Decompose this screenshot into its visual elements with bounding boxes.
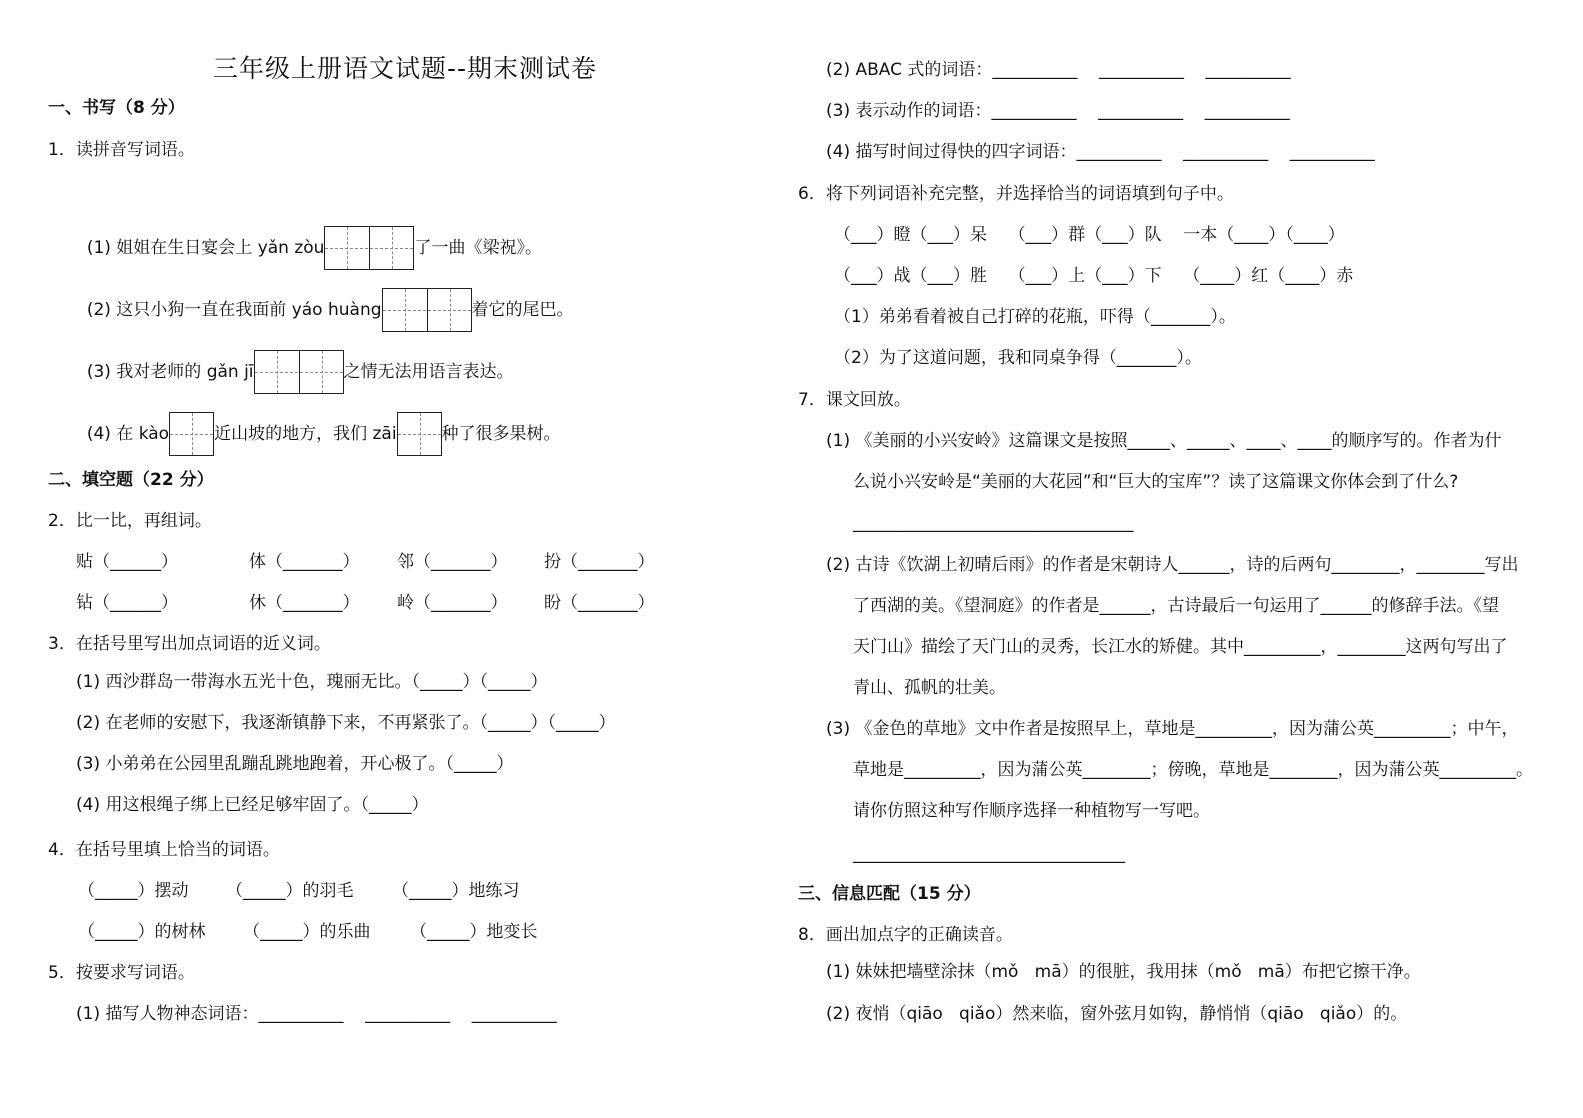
question-5-2[interactable]: (2) ABAC 式的词语：__________ __________ __________ [826, 60, 1291, 80]
q2-cell[interactable]: 休（_______） [249, 593, 360, 613]
question-2: 2．比一比，再组词。 [48, 511, 212, 531]
question-5-3[interactable]: (3) 表示动作的词语：__________ __________ __________ [826, 101, 1290, 121]
question-7-3-line-2[interactable]: 草地是_________，因为蒲公英________；傍晚，草地是________，因为蒲公英_________。 [853, 760, 1533, 780]
question-1-1 [76, 176, 542, 258]
question-1-4-text-a: (4) 在 kào [86, 424, 170, 444]
q4-cell[interactable]: （_____）地练习 [392, 881, 520, 901]
question-1: 1．读拼音写词语。 [48, 140, 195, 160]
q4-cell[interactable]: （_____）的乐曲 [243, 922, 371, 942]
question-1-2-text-b: 着它的尾巴。 [471, 300, 574, 320]
q4-cell[interactable]: （_____）的树林 [78, 922, 206, 942]
question-1-1-text-a: (1) 姐姐在生日宴会上 yǎn zòu [86, 238, 325, 258]
question-1-3 [76, 300, 514, 382]
question-4: 4．在括号里填上恰当的词语。 [48, 840, 280, 860]
question-7-3-line-3: 请你仿照这种写作顺序选择一种植物写一写吧。 [853, 801, 1210, 821]
question-3-2[interactable]: (2) 在老师的安慰下，我逐渐镇静下来，不再紧张了。（_____）（_____） [76, 713, 616, 733]
question-1-3-text-a: (3) 我对老师的 gǎn jī [86, 362, 254, 382]
question-6-1[interactable]: （1）弟弟看着被自己打碎的花瓶，吓得（_______）。 [834, 307, 1236, 327]
question-3: 3．在括号里写出加点词语的近义词。 [48, 634, 331, 654]
question-7-1-line-2: 么说小兴安岭是“美丽的大花园”和“巨大的宝库”？读了这篇课文你体会到了什么? [853, 472, 1459, 492]
question-7-1-answer-line[interactable]: _________________________________ [853, 513, 1134, 533]
question-1-4-text-c: 种了很多果树。 [441, 424, 561, 444]
q2-cell[interactable]: 邻（_______） [397, 552, 508, 572]
question-7-2-line-2[interactable]: 了西湖的美。《望洞庭》的作者是______，古诗最后一句运用了______的修辞手法。《望 [853, 596, 1499, 616]
question-7-3-answer-line[interactable]: ________________________________ [853, 844, 1125, 864]
question-7: 7．课文回放。 [798, 390, 911, 410]
question-6-row-1[interactable]: （___）瞪（___）呆 （___）群（___）队 一本（____）（____） [834, 225, 1345, 245]
question-8-2[interactable]: (2) 夜悄（qiāo qiǎo）然来临，窗外弦月如钩，静悄悄（qiāo qiǎo）的。 [826, 1004, 1408, 1024]
q4-cell[interactable]: （_____）地变长 [410, 922, 538, 942]
q4-cell[interactable]: （_____）摆动 [78, 881, 189, 901]
question-5-4[interactable]: (4) 描写时间过得快的四字词语：__________ __________ __________ [826, 142, 1375, 162]
question-7-2-line-3[interactable]: 天门山》描绘了天门山的灵秀，长江水的矫健。其中_________，________这两句写出了 [853, 637, 1508, 657]
question-6: 6．将下列词语补充完整，并选择恰当的词语填到句子中。 [798, 184, 1234, 204]
q2-cell[interactable]: 钻（______） [76, 593, 178, 613]
section-3-heading: 三、信息匹配（15 分） [798, 884, 981, 904]
question-7-2-line-4: 青山、孤帆的壮美。 [853, 678, 1006, 698]
q4-cell[interactable]: （_____）的羽毛 [226, 881, 354, 901]
question-8: 8．画出加点字的正确读音。 [798, 925, 1013, 945]
question-7-1-line-1[interactable]: (1) 《美丽的小兴安岭》这篇课文是按照_____、_____、____、____的顺序写的。作者为什 [826, 431, 1502, 451]
question-1-3-text-b: 之情无法用语言表达。 [343, 362, 514, 382]
question-6-2[interactable]: （2）为了这道问题，我和同桌争得（_______）。 [834, 348, 1202, 368]
q2-cell[interactable]: 贴（______） [76, 552, 178, 572]
page-title: 三年级上册语文试题--期末测试卷 [213, 54, 598, 83]
question-1-2-text-a: (2) 这只小狗一直在我面前 yáo huàng [86, 300, 382, 320]
question-3-4[interactable]: (4) 用这根绳子绑上已经足够牢固了。（_____） [76, 795, 429, 815]
q2-cell[interactable]: 体（_______） [249, 552, 360, 572]
question-6-row-2[interactable]: （___）战（___）胜 （___）上（___）下 （____）红（____）赤 [834, 266, 1354, 286]
question-7-2-line-1[interactable]: (2) 古诗《饮湖上初晴后雨》的作者是宋朝诗人______，诗的后两句________，________写出 [826, 555, 1519, 575]
question-8-1[interactable]: (1) 妹妹把墙壁涂抹（mǒ mā）的很脏，我用抹（mǒ mā）布把它擦干净。 [826, 962, 1421, 982]
question-1-4 [76, 362, 561, 444]
question-5: 5．按要求写词语。 [48, 963, 195, 983]
q2-cell[interactable]: 盼（_______） [544, 593, 655, 613]
question-1-2 [76, 238, 574, 320]
question-7-3-line-1[interactable]: (3) 《金色的草地》文中作者是按照早上，草地是_________，因为蒲公英_________；中午， [826, 719, 1519, 739]
q2-cell[interactable]: 岭（_______） [397, 593, 508, 613]
question-1-1-text-b: 了一曲《梁祝》。 [414, 238, 542, 258]
writing-grid[interactable] [397, 412, 442, 456]
q2-cell[interactable]: 扮（_______） [544, 552, 655, 572]
writing-grid[interactable] [169, 412, 214, 456]
question-1-4-text-b: 近山坡的地方，我们 zāi [214, 424, 397, 444]
question-3-3[interactable]: (3) 小弟弟在公园里乱蹦乱跳地跑着，开心极了。（_____） [76, 754, 514, 774]
question-3-1[interactable]: (1) 西沙群岛一带海水五光十色，瑰丽无比。（_____）（_____） [76, 672, 548, 692]
section-2-heading: 二、填空题（22 分） [48, 470, 214, 490]
section-1-heading: 一、书写（8 分） [48, 98, 185, 118]
question-5-1[interactable]: (1) 描写人物神态词语：__________ __________ __________ [76, 1004, 557, 1024]
